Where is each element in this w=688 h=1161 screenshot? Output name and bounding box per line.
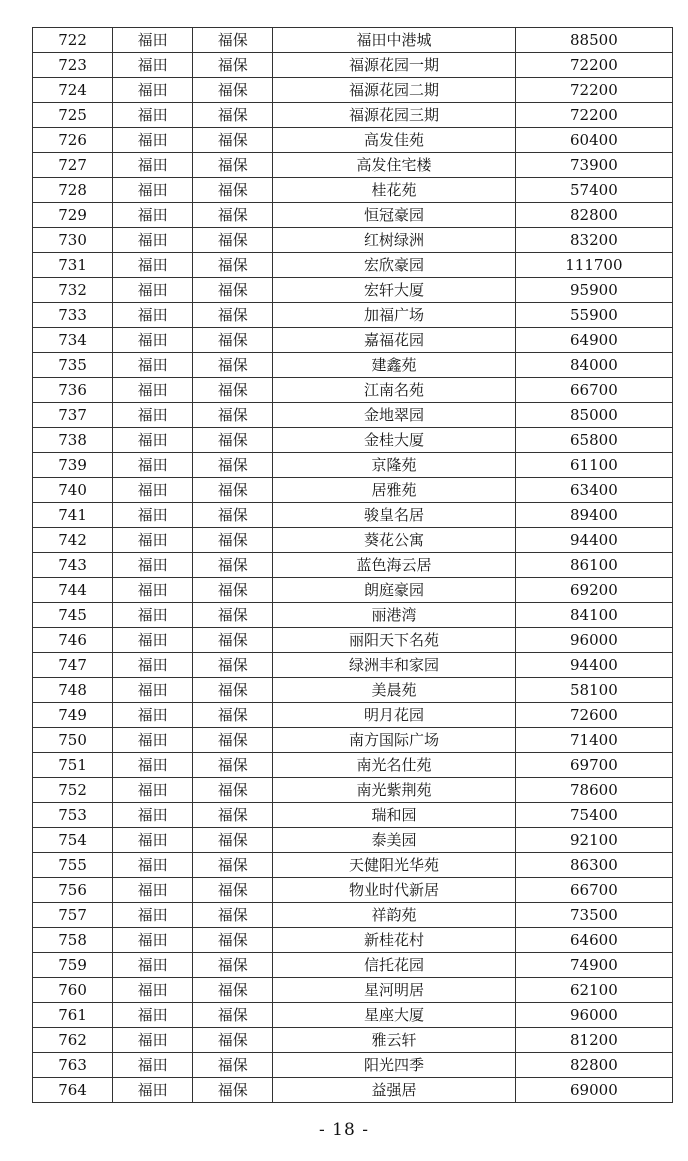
subdistrict-cell: 福保: [193, 703, 273, 728]
estate-name-cell: 金桂大厦: [273, 428, 515, 453]
subdistrict-cell: 福保: [193, 578, 273, 603]
row-number-cell: 747: [33, 653, 113, 678]
subdistrict-cell: 福保: [193, 853, 273, 878]
row-number-cell: 757: [33, 903, 113, 928]
district-cell: 福田: [113, 428, 193, 453]
estate-name-cell: 京隆苑: [273, 453, 515, 478]
estate-name-cell: 骏皇名居: [273, 503, 515, 528]
table-row: [33, 978, 673, 1003]
district-cell: 福田: [113, 978, 193, 1003]
table-row: [33, 503, 673, 528]
district-cell: 福田: [113, 278, 193, 303]
district-cell: 福田: [113, 228, 193, 253]
table-row: [33, 878, 673, 903]
table-row: [33, 803, 673, 828]
district-cell: 福田: [113, 328, 193, 353]
district-cell: 福田: [113, 53, 193, 78]
row-number-cell: 740: [33, 478, 113, 503]
estate-name-cell: 恒冠豪园: [273, 203, 515, 228]
estate-name-cell: 瑞和园: [273, 803, 515, 828]
price-cell: 86300: [515, 853, 672, 878]
estate-name-cell: 红树绿洲: [273, 228, 515, 253]
subdistrict-cell: 福保: [193, 503, 273, 528]
district-cell: 福田: [113, 78, 193, 103]
price-table: [32, 27, 673, 1103]
price-cell: 57400: [515, 178, 672, 203]
table-row: [33, 528, 673, 553]
district-cell: 福田: [113, 253, 193, 278]
price-cell: 96000: [515, 628, 672, 653]
district-cell: 福田: [113, 353, 193, 378]
subdistrict-cell: 福保: [193, 903, 273, 928]
district-cell: 福田: [113, 828, 193, 853]
estate-name-cell: 高发住宅楼: [273, 153, 515, 178]
table-row: [33, 153, 673, 178]
subdistrict-cell: 福保: [193, 178, 273, 203]
table-row: [33, 578, 673, 603]
table-row: [33, 628, 673, 653]
district-cell: 福田: [113, 628, 193, 653]
price-cell: 75400: [515, 803, 672, 828]
price-cell: 66700: [515, 878, 672, 903]
subdistrict-cell: 福保: [193, 1003, 273, 1028]
price-cell: 94400: [515, 528, 672, 553]
district-cell: 福田: [113, 553, 193, 578]
estate-name-cell: 江南名苑: [273, 378, 515, 403]
district-cell: 福田: [113, 1028, 193, 1053]
subdistrict-cell: 福保: [193, 78, 273, 103]
table-row: [33, 1028, 673, 1053]
estate-name-cell: 物业时代新居: [273, 878, 515, 903]
subdistrict-cell: 福保: [193, 428, 273, 453]
subdistrict-cell: 福保: [193, 878, 273, 903]
district-cell: 福田: [113, 878, 193, 903]
row-number-cell: 739: [33, 453, 113, 478]
table-row: [33, 103, 673, 128]
row-number-cell: 746: [33, 628, 113, 653]
table-row: [33, 278, 673, 303]
row-number-cell: 730: [33, 228, 113, 253]
subdistrict-cell: 福保: [193, 928, 273, 953]
row-number-cell: 742: [33, 528, 113, 553]
district-cell: 福田: [113, 853, 193, 878]
price-cell: 95900: [515, 278, 672, 303]
table-row: [33, 728, 673, 753]
row-number-cell: 726: [33, 128, 113, 153]
district-cell: 福田: [113, 403, 193, 428]
subdistrict-cell: 福保: [193, 253, 273, 278]
district-cell: 福田: [113, 528, 193, 553]
subdistrict-cell: 福保: [193, 128, 273, 153]
row-number-cell: 731: [33, 253, 113, 278]
row-number-cell: 745: [33, 603, 113, 628]
table-row: [33, 328, 673, 353]
price-cell: 81200: [515, 1028, 672, 1053]
row-number-cell: 759: [33, 953, 113, 978]
row-number-cell: 725: [33, 103, 113, 128]
row-number-cell: 743: [33, 553, 113, 578]
table-row: [33, 353, 673, 378]
row-number-cell: 748: [33, 678, 113, 703]
district-cell: 福田: [113, 203, 193, 228]
district-cell: 福田: [113, 703, 193, 728]
price-cell: 61100: [515, 453, 672, 478]
table-row: [33, 1003, 673, 1028]
subdistrict-cell: 福保: [193, 628, 273, 653]
price-cell: 78600: [515, 778, 672, 803]
row-number-cell: 760: [33, 978, 113, 1003]
table-row: [33, 953, 673, 978]
district-cell: 福田: [113, 928, 193, 953]
estate-name-cell: 葵花公寓: [273, 528, 515, 553]
subdistrict-cell: 福保: [193, 403, 273, 428]
subdistrict-cell: 福保: [193, 478, 273, 503]
estate-name-cell: 宏欣豪园: [273, 253, 515, 278]
row-number-cell: 729: [33, 203, 113, 228]
price-cell: 62100: [515, 978, 672, 1003]
district-cell: 福田: [113, 653, 193, 678]
row-number-cell: 734: [33, 328, 113, 353]
row-number-cell: 724: [33, 78, 113, 103]
table-row: [33, 128, 673, 153]
subdistrict-cell: 福保: [193, 828, 273, 853]
estate-name-cell: 高发佳苑: [273, 128, 515, 153]
table-row: [33, 928, 673, 953]
district-cell: 福田: [113, 753, 193, 778]
estate-name-cell: 桂花苑: [273, 178, 515, 203]
subdistrict-cell: 福保: [193, 753, 273, 778]
price-cell: 84100: [515, 603, 672, 628]
district-cell: 福田: [113, 678, 193, 703]
price-cell: 65800: [515, 428, 672, 453]
row-number-cell: 764: [33, 1078, 113, 1103]
row-number-cell: 753: [33, 803, 113, 828]
table-row: [33, 228, 673, 253]
subdistrict-cell: 福保: [193, 1053, 273, 1078]
subdistrict-cell: 福保: [193, 153, 273, 178]
row-number-cell: 750: [33, 728, 113, 753]
page-number: - 18 -: [319, 1120, 369, 1140]
estate-name-cell: 星座大厦: [273, 1003, 515, 1028]
estate-name-cell: 绿洲丰和家园: [273, 653, 515, 678]
estate-name-cell: 信托花园: [273, 953, 515, 978]
subdistrict-cell: 福保: [193, 353, 273, 378]
price-cell: 86100: [515, 553, 672, 578]
subdistrict-cell: 福保: [193, 553, 273, 578]
row-number-cell: 761: [33, 1003, 113, 1028]
district-cell: 福田: [113, 778, 193, 803]
district-cell: 福田: [113, 378, 193, 403]
subdistrict-cell: 福保: [193, 453, 273, 478]
row-number-cell: 744: [33, 578, 113, 603]
subdistrict-cell: 福保: [193, 678, 273, 703]
district-cell: 福田: [113, 728, 193, 753]
estate-name-cell: 蓝色海云居: [273, 553, 515, 578]
price-table-body: [33, 28, 673, 1103]
estate-name-cell: 明月花园: [273, 703, 515, 728]
row-number-cell: 735: [33, 353, 113, 378]
table-row: [33, 903, 673, 928]
subdistrict-cell: 福保: [193, 653, 273, 678]
row-number-cell: 755: [33, 853, 113, 878]
table-row: [33, 28, 673, 53]
price-cell: 111700: [515, 253, 672, 278]
price-cell: 63400: [515, 478, 672, 503]
row-number-cell: 752: [33, 778, 113, 803]
estate-name-cell: 天健阳光华苑: [273, 853, 515, 878]
estate-name-cell: 福源花园三期: [273, 103, 515, 128]
district-cell: 福田: [113, 478, 193, 503]
table-row: [33, 753, 673, 778]
subdistrict-cell: 福保: [193, 328, 273, 353]
district-cell: 福田: [113, 953, 193, 978]
row-number-cell: 762: [33, 1028, 113, 1053]
subdistrict-cell: 福保: [193, 53, 273, 78]
price-cell: 55900: [515, 303, 672, 328]
district-cell: 福田: [113, 1078, 193, 1103]
district-cell: 福田: [113, 453, 193, 478]
estate-name-cell: 福源花园二期: [273, 78, 515, 103]
estate-name-cell: 金地翠园: [273, 403, 515, 428]
district-cell: 福田: [113, 903, 193, 928]
table-row: [33, 653, 673, 678]
price-cell: 82800: [515, 203, 672, 228]
row-number-cell: 738: [33, 428, 113, 453]
table-row: [33, 1078, 673, 1103]
row-number-cell: 723: [33, 53, 113, 78]
subdistrict-cell: 福保: [193, 28, 273, 53]
table-row: [33, 303, 673, 328]
price-cell: 74900: [515, 953, 672, 978]
estate-name-cell: 南方国际广场: [273, 728, 515, 753]
row-number-cell: 722: [33, 28, 113, 53]
table-row: [33, 478, 673, 503]
estate-name-cell: 福田中港城: [273, 28, 515, 53]
price-cell: 69700: [515, 753, 672, 778]
estate-name-cell: 雅云轩: [273, 1028, 515, 1053]
price-cell: 64900: [515, 328, 672, 353]
district-cell: 福田: [113, 28, 193, 53]
subdistrict-cell: 福保: [193, 278, 273, 303]
price-cell: 96000: [515, 1003, 672, 1028]
price-cell: 73900: [515, 153, 672, 178]
estate-name-cell: 朗庭豪园: [273, 578, 515, 603]
row-number-cell: 736: [33, 378, 113, 403]
subdistrict-cell: 福保: [193, 953, 273, 978]
table-row: [33, 1053, 673, 1078]
table-row: [33, 678, 673, 703]
subdistrict-cell: 福保: [193, 1078, 273, 1103]
price-cell: 84000: [515, 353, 672, 378]
subdistrict-cell: 福保: [193, 803, 273, 828]
row-number-cell: 741: [33, 503, 113, 528]
price-cell: 69200: [515, 578, 672, 603]
estate-name-cell: 福源花园一期: [273, 53, 515, 78]
table-row: [33, 378, 673, 403]
table-row: [33, 253, 673, 278]
estate-name-cell: 祥韵苑: [273, 903, 515, 928]
estate-name-cell: 新桂花村: [273, 928, 515, 953]
estate-name-cell: 阳光四季: [273, 1053, 515, 1078]
row-number-cell: 758: [33, 928, 113, 953]
district-cell: 福田: [113, 803, 193, 828]
table-row: [33, 403, 673, 428]
table-row: [33, 603, 673, 628]
row-number-cell: 751: [33, 753, 113, 778]
price-cell: 66700: [515, 378, 672, 403]
subdistrict-cell: 福保: [193, 528, 273, 553]
district-cell: 福田: [113, 503, 193, 528]
estate-name-cell: 南光紫荆苑: [273, 778, 515, 803]
district-cell: 福田: [113, 103, 193, 128]
subdistrict-cell: 福保: [193, 228, 273, 253]
row-number-cell: 737: [33, 403, 113, 428]
estate-name-cell: 星河明居: [273, 978, 515, 1003]
table-row: [33, 53, 673, 78]
estate-name-cell: 泰美园: [273, 828, 515, 853]
subdistrict-cell: 福保: [193, 103, 273, 128]
estate-name-cell: 丽港湾: [273, 603, 515, 628]
subdistrict-cell: 福保: [193, 978, 273, 1003]
district-cell: 福田: [113, 603, 193, 628]
estate-name-cell: 美晨苑: [273, 678, 515, 703]
row-number-cell: 727: [33, 153, 113, 178]
price-cell: 69000: [515, 1078, 672, 1103]
table-row: [33, 178, 673, 203]
row-number-cell: 756: [33, 878, 113, 903]
estate-name-cell: 南光名仕苑: [273, 753, 515, 778]
price-cell: 58100: [515, 678, 672, 703]
subdistrict-cell: 福保: [193, 1028, 273, 1053]
estate-name-cell: 加福广场: [273, 303, 515, 328]
district-cell: 福田: [113, 303, 193, 328]
district-cell: 福田: [113, 1053, 193, 1078]
table-row: [33, 778, 673, 803]
price-cell: 71400: [515, 728, 672, 753]
table-row: [33, 453, 673, 478]
estate-name-cell: 宏轩大厦: [273, 278, 515, 303]
district-cell: 福田: [113, 1003, 193, 1028]
price-cell: 72200: [515, 78, 672, 103]
price-cell: 89400: [515, 503, 672, 528]
table-row: [33, 828, 673, 853]
estate-name-cell: 居雅苑: [273, 478, 515, 503]
estate-name-cell: 嘉福花园: [273, 328, 515, 353]
table-row: [33, 853, 673, 878]
estate-name-cell: 建鑫苑: [273, 353, 515, 378]
district-cell: 福田: [113, 178, 193, 203]
row-number-cell: 754: [33, 828, 113, 853]
subdistrict-cell: 福保: [193, 603, 273, 628]
estate-name-cell: 益强居: [273, 1078, 515, 1103]
district-cell: 福田: [113, 153, 193, 178]
table-row: [33, 78, 673, 103]
subdistrict-cell: 福保: [193, 203, 273, 228]
table-row: [33, 428, 673, 453]
price-cell: 72600: [515, 703, 672, 728]
price-cell: 83200: [515, 228, 672, 253]
price-cell: 73500: [515, 903, 672, 928]
price-cell: 88500: [515, 28, 672, 53]
subdistrict-cell: 福保: [193, 303, 273, 328]
row-number-cell: 733: [33, 303, 113, 328]
subdistrict-cell: 福保: [193, 778, 273, 803]
estate-name-cell: 丽阳天下名苑: [273, 628, 515, 653]
price-cell: 60400: [515, 128, 672, 153]
table-row: [33, 203, 673, 228]
price-cell: 92100: [515, 828, 672, 853]
price-cell: 64600: [515, 928, 672, 953]
row-number-cell: 763: [33, 1053, 113, 1078]
row-number-cell: 728: [33, 178, 113, 203]
row-number-cell: 732: [33, 278, 113, 303]
subdistrict-cell: 福保: [193, 728, 273, 753]
district-cell: 福田: [113, 128, 193, 153]
subdistrict-cell: 福保: [193, 378, 273, 403]
row-number-cell: 749: [33, 703, 113, 728]
district-cell: 福田: [113, 578, 193, 603]
table-row: [33, 703, 673, 728]
price-cell: 85000: [515, 403, 672, 428]
price-cell: 72200: [515, 53, 672, 78]
price-cell: 94400: [515, 653, 672, 678]
price-cell: 72200: [515, 103, 672, 128]
table-row: [33, 553, 673, 578]
price-cell: 82800: [515, 1053, 672, 1078]
